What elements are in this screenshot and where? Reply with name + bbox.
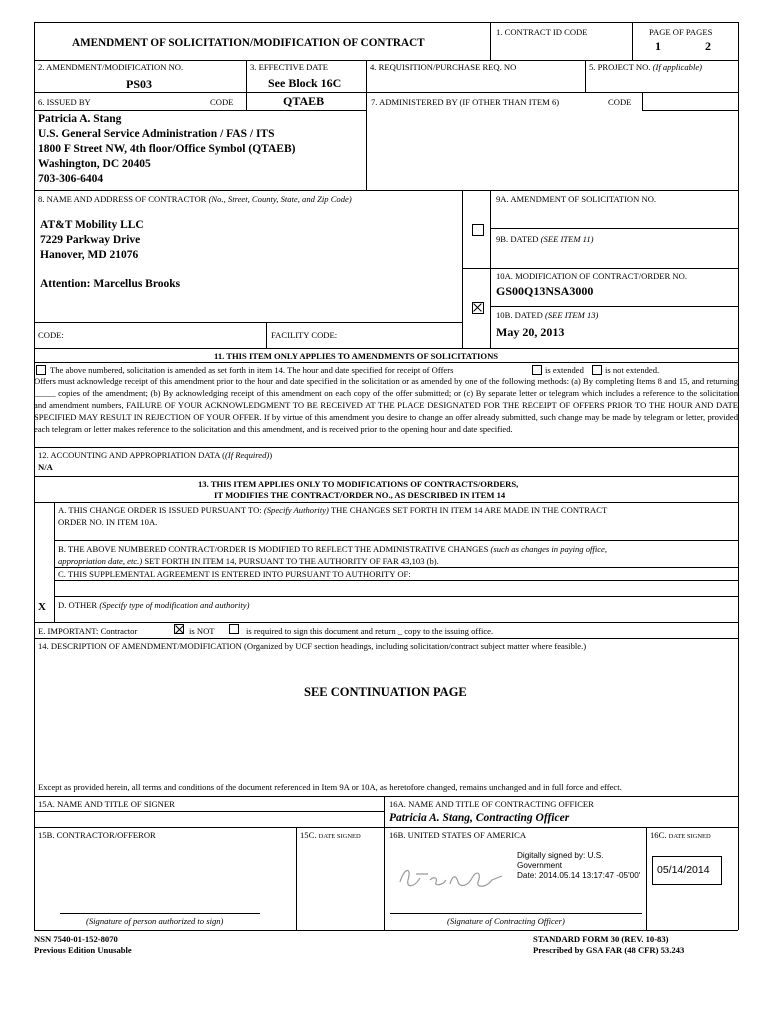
- modification-checkbox[interactable]: [472, 302, 484, 314]
- is-not-required-checkbox[interactable]: [174, 624, 184, 634]
- block-10a-label: 10A. MODIFICATION OF CONTRACT/ORDER NO.: [496, 271, 687, 281]
- page-count: 2: [705, 39, 711, 53]
- block-10b-label: 10B. DATED (SEE ITEM 13): [496, 310, 599, 320]
- continuation-notice: SEE CONTINUATION PAGE: [304, 685, 467, 699]
- item12-label: 12. ACCOUNTING AND APPROPRIATION DATA ((If Required)): [38, 450, 273, 460]
- usa-label: 16B. UNITED STATES OF AMERICA: [389, 830, 527, 840]
- item14-footer: Except as provided herein, all terms and conditions of the document referenced in Item 9A or 10A, as heretofore changed, remains unchanged and in full force and effect.: [38, 782, 622, 792]
- item13-c-line: C. THIS SUPPLEMENTAL AGREEMENT IS ENTERED INTO PURSUANT TO AUTHORITY OF:: [58, 569, 411, 579]
- co-name-label: 16A. NAME AND TITLE OF CONTRACTING OFFICER: [389, 799, 594, 809]
- issued-by-code-value: QTAEB: [283, 94, 325, 108]
- item13-a-line1: A. THIS CHANGE ORDER IS ISSUED PURSUANT TO: (Specify Authority) THE CHANGES SET FORTH IN ITEM 14 ARE MADE IN THE CONTRACT: [58, 505, 608, 515]
- previous-edition-note: Previous Edition Unusable: [34, 945, 132, 955]
- block-9a-label: 9A. AMENDMENT OF SOLICITATION NO.: [496, 194, 657, 204]
- item13-d-mark: X: [38, 601, 46, 613]
- contractor-offeror-label: 15B. CONTRACTOR/OFFEROR: [38, 830, 156, 840]
- item13-heading-2: IT MODIFIES THE CONTRACT/ORDER NO., AS DESCRIBED IN ITEM 14: [214, 490, 506, 500]
- contractor-code-label: CODE:: [38, 330, 64, 340]
- item11-line1: The above numbered, solicitation is amended as set forth in item 14. The hour and date specified for receipt of Offers: [50, 365, 454, 375]
- standard-form-number: STANDARD FORM 30 (REV. 10-83): [533, 934, 669, 944]
- item13-a-line2: ORDER NO. IN ITEM 10A.: [58, 517, 158, 527]
- item13-heading-1: 13. THIS ITEM APPLIES ONLY TO MODIFICATIONS OF CONTRACTS/ORDERS,: [198, 479, 519, 489]
- issued-by-code-label: CODE: [210, 97, 234, 107]
- date-signed-value-box: [652, 856, 722, 885]
- contractor-street: 7229 Parkway Drive: [40, 234, 141, 246]
- item13-b-line1: B. THE ABOVE NUMBERED CONTRACT/ORDER IS MODIFIED TO REFLECT THE ADMINISTRATIVE CHANGES (such as changes in paying office,: [58, 544, 607, 554]
- issuer-agency: U.S. General Service Administration / FAS / ITS: [38, 128, 275, 140]
- nsn-number: NSN 7540-01-152-8070: [34, 934, 118, 944]
- block-10b-value: May 20, 2013: [496, 325, 565, 339]
- co-name-value: Patricia A. Stang, Contracting Officer: [389, 812, 570, 824]
- digital-signature-info: [517, 851, 640, 881]
- is-required-checkbox[interactable]: [229, 624, 239, 634]
- block-9b-label: 9B. DATED (SEE ITEM 11): [496, 234, 594, 244]
- contractor-label: 8. NAME AND ADDRESS OF CONTRACTOR (No., Street, County, State, and Zip Code): [38, 194, 352, 204]
- is-extended-checkbox[interactable]: [532, 365, 542, 375]
- page-of-pages-label: PAGE OF PAGES: [649, 27, 713, 37]
- digital-signature-line1: Digitally signed by: U.S.: [517, 851, 604, 860]
- item14-label: 14. DESCRIPTION OF AMENDMENT/MODIFICATION (Organized by UCF section headings, including solicitation/contract subject matter where feasible.): [38, 641, 587, 651]
- issuer-address: [38, 112, 295, 187]
- solicitation-amended-checkbox[interactable]: [36, 365, 46, 375]
- facility-code-label: FACILITY CODE:: [271, 330, 338, 340]
- date-signed-15c-label: 15C. DATE SIGNED: [300, 830, 361, 840]
- contractor-city: Hanover, MD 21076: [40, 249, 139, 261]
- contractor-address: [40, 218, 144, 263]
- issuer-name: Patricia A. Stang: [38, 113, 122, 125]
- mod-no-label: 2. AMENDMENT/MODIFICATION NO.: [38, 62, 184, 72]
- is-extended-label: is extended: [545, 365, 584, 375]
- effective-date-label: 3. EFFECTIVE DATE: [250, 62, 329, 72]
- is-required-label: is required to sign this document and return _ copy to the issuing office.: [246, 626, 494, 636]
- date-signed-16c-label: 16C. DATE SIGNED: [650, 830, 711, 840]
- administered-by-label: 7. ADMINISTERED BY (IF OTHER THAN ITEM 6): [371, 97, 560, 107]
- amendment-checkbox[interactable]: [472, 224, 484, 236]
- is-not-extended-checkbox[interactable]: [592, 365, 602, 375]
- project-no-label: 5. PROJECT NO. (If applicable): [589, 62, 703, 72]
- issuer-street: 1800 F Street NW, 4th floor/Office Symbol (QTAEB): [38, 143, 296, 155]
- important-label: E. IMPORTANT: Contractor: [38, 626, 138, 636]
- issued-by-label: 6. ISSUED BY: [38, 97, 91, 107]
- issuer-city: Washington, DC 20405: [38, 158, 151, 170]
- contract-id-label: 1. CONTRACT ID CODE: [496, 27, 588, 37]
- item11-paragraph: Offers must acknowledge receipt of this amendment prior to the hour and date specified in the solicitation or as amended by one of the following methods: (a) By completing Items 8 and 15, and returning _____ copies of the amendment; (b) By acknowledging receipt of this amendment on each copy of the offer submitted; or (c) By separate letter or telegram which includes a reference to the solicitation and amendment numbers, FAILURE OF YOUR ACKNOWLEDGMENT TO BE RECEIVED AT THE PLACE DESIGNATED FOR THE RECEIPT OF OFFERS PRIOR TO THE HOUR AND DATE SPECIFIED MAY RESULT IN REJECTION OF YOUR OFFER. If by virtue of this amendment you desire to change an offer already submitted, such change may be made by telegram or letter, provided each telegram or letter makes reference to the solicitation and this amendment, and is received prior to the opening hour and date specified.: [34, 376, 738, 435]
- co-signature-caption: (Signature of Contracting Officer): [447, 916, 565, 926]
- item12-value: N/A: [38, 462, 53, 472]
- is-not-label: is NOT: [189, 626, 215, 636]
- administered-code-label: CODE: [608, 97, 632, 107]
- prescribed-by: Prescribed by GSA FAR (48 CFR) 53.243: [533, 945, 685, 955]
- mod-no-value: PS03: [126, 77, 153, 91]
- contractor-attention: Attention: Marcellus Brooks: [40, 278, 181, 290]
- item13-d-line: D. OTHER (Specify type of modification and authority): [58, 600, 250, 610]
- effective-date-value: See Block 16C: [268, 76, 342, 90]
- date-signed-value: 05/14/2014: [657, 864, 710, 876]
- item11-heading: 11. THIS ITEM ONLY APPLIES TO AMENDMENTS OF SOLICITATIONS: [214, 351, 499, 361]
- page-number: 1: [655, 39, 661, 53]
- item13-b-line2: appropriation date, etc.) SET FORTH IN ITEM 14, PURSUANT TO THE AUTHORITY OF FAR 43,103 (b).: [58, 556, 439, 566]
- handwritten-signature: [394, 858, 510, 894]
- contractor-name: AT&T Mobility LLC: [40, 219, 144, 231]
- signer-name-label: 15A. NAME AND TITLE OF SIGNER: [38, 799, 175, 809]
- signer-signature-caption: (Signature of person authorized to sign): [86, 916, 224, 926]
- requisition-label: 4. REQUISITION/PURCHASE REQ. NO: [370, 62, 517, 72]
- is-not-extended-label: is not extended.: [605, 365, 660, 375]
- digital-signature-line2: Government: [517, 861, 563, 870]
- digital-signature-line3: Date: 2014.05.14 13:17:47 -05'00': [517, 871, 641, 880]
- block-10a-value: GS00Q13NSA3000: [496, 284, 594, 298]
- issuer-phone: 703-306-6404: [38, 173, 104, 185]
- form-title: AMENDMENT OF SOLICITATION/MODIFICATION OF CONTRACT: [72, 37, 425, 49]
